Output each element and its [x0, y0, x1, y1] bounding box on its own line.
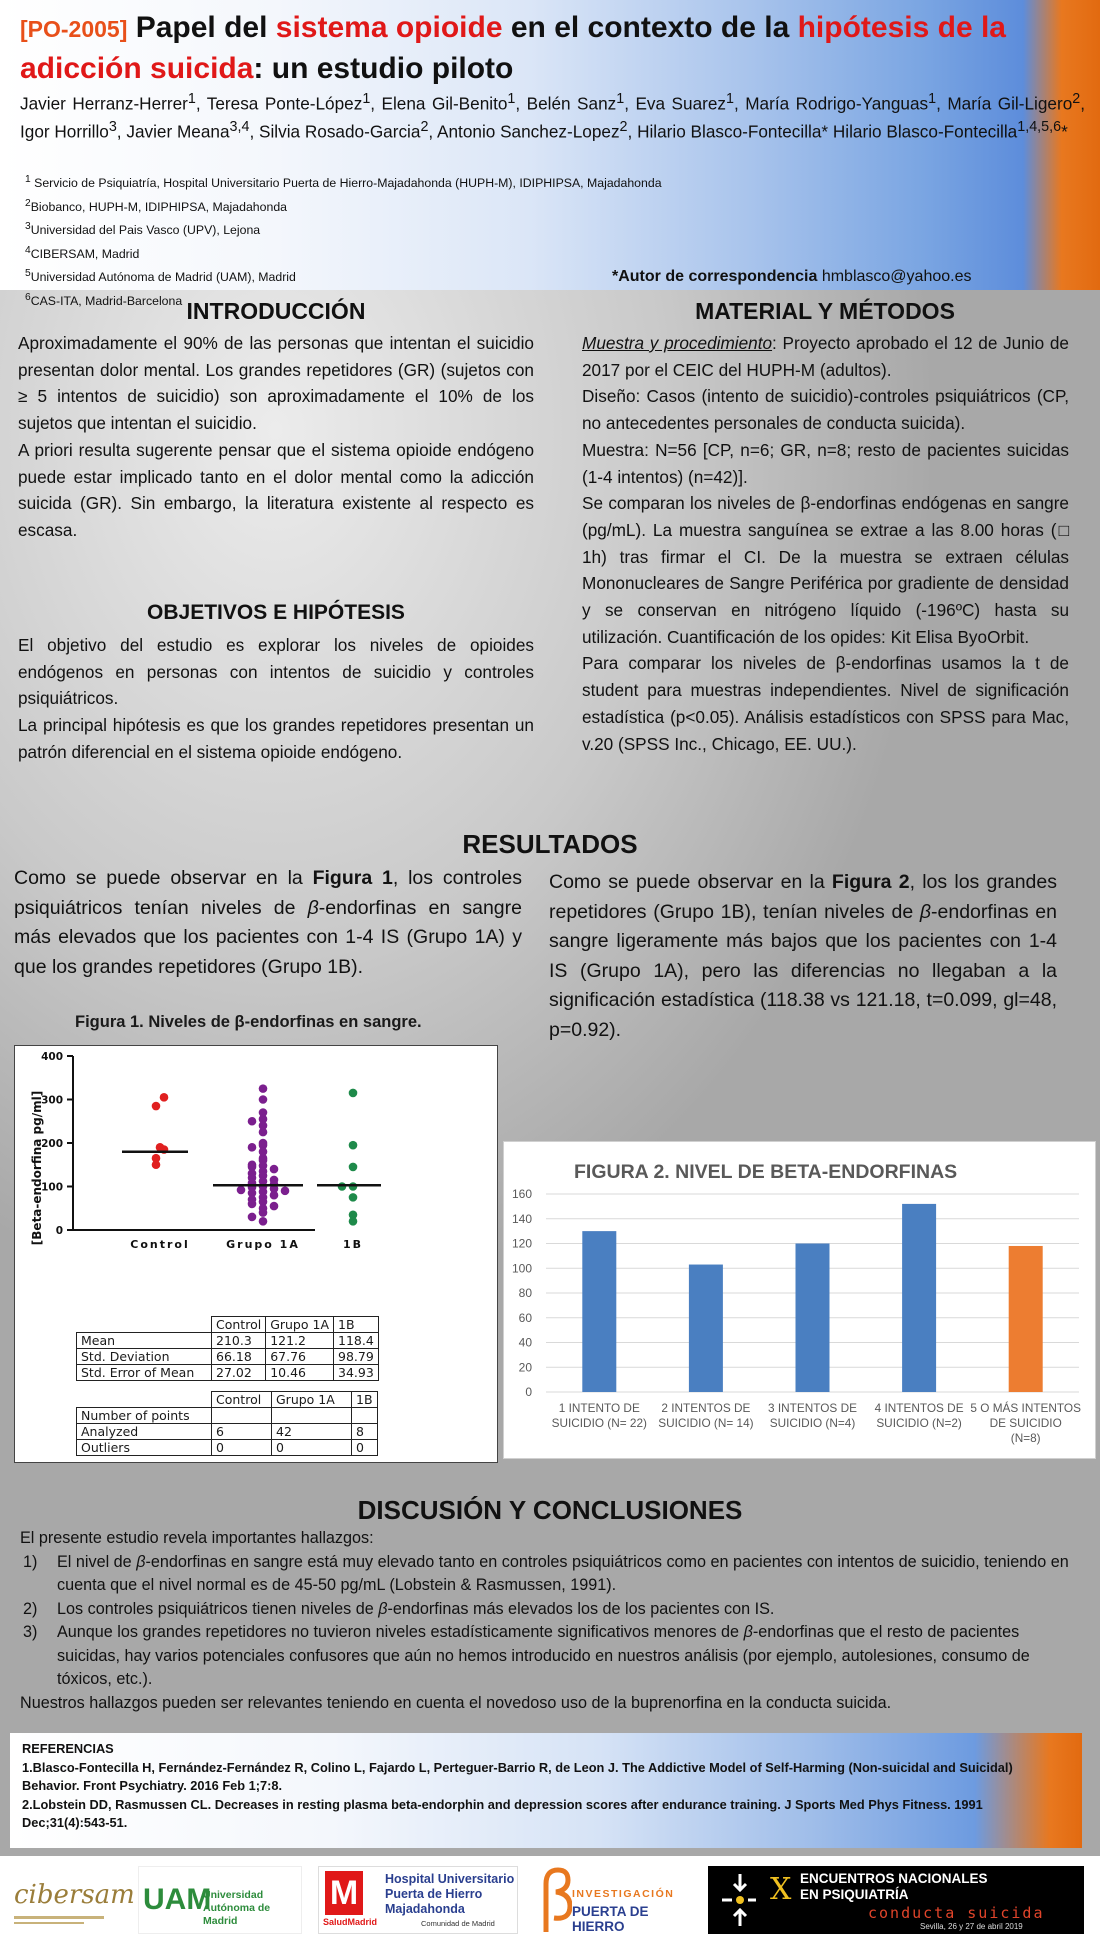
y-tick-label: 300 [41, 1094, 63, 1107]
data-point [237, 1186, 246, 1195]
table-header-row: Control Grupo 1A 1B [77, 1392, 378, 1408]
affiliation: $^6$CAS-ITA, Madrid-Barcelona [25, 291, 183, 309]
figure1-ylabel: [Beta-endorfina pg/ml] [30, 1090, 44, 1246]
metodos-paragraph: Muestra: N=56 [CP, n=6; GR, n=8; resto de pacientes suicidas (1-4 intentos) (n=42)]. [582, 439, 1069, 487]
data-point [270, 1165, 279, 1174]
title-part: en el contexto de la [502, 11, 798, 44]
y-tick-label: 0 [525, 1385, 532, 1399]
y-tick-label: 60 [518, 1310, 532, 1325]
data-point [248, 1117, 257, 1126]
muestra-label: Muestra y procedimiento [582, 333, 773, 353]
figure2-title: FIGURA 2. NIVEL DE BETA-ENDORFINAS [574, 1161, 958, 1183]
y-tick-label: 120 [511, 1236, 532, 1251]
x-tick-label: Grupo 1A [226, 1238, 300, 1251]
data-point [349, 1089, 358, 1098]
table-row: Number of points [77, 1408, 378, 1424]
y-tick-label: 160 [511, 1187, 532, 1201]
x-tick-label: 1 INTENTO DE [558, 1401, 640, 1415]
data-point [259, 1084, 268, 1093]
data-point [259, 1095, 268, 1104]
x-tick-label: SUICIDIO (N= 14) [658, 1416, 754, 1430]
affiliation: $^4$CIBERSAM, Madrid [25, 244, 140, 261]
investigacion-logo: INVESTIGACIÓN PUERTA DE HIERRO [532, 1866, 692, 1934]
author-list: Javier Herranz-Herrer$^1$, Teresa Ponte-López$^1$, Elena Gil-Benito$^1$, Belén Sanz$^1$, Eva Suarez$^1$, María Rodrigo-Yanguas$^1$, María Gil-Ligero$^2$, Igor Horrillo$^3$, Javier Meana$^{3,4}$, Silvia Rosado-Garcia$^2$, Antonio Sanchez-Lopez$^2$, Hilario Blasco-Fontecilla* Hilario Blasco-Fontecilla$^{1,4,5,6}$* [20, 91, 1085, 142]
metodos-heading: MATERIAL Y MÉTODOS [695, 298, 955, 324]
figure1-caption: Figura 1. Niveles de β-endorfinas en sangre. [75, 1013, 422, 1031]
table-row: Std. Error of Mean 27.02 10.46 34.93 [77, 1365, 379, 1381]
logo-footer [0, 1856, 1100, 1956]
table-row: Std. Deviation 66.18 67.76 98.79 [77, 1349, 379, 1365]
encuentros-logo: X ENCUENTROS NACIONALES EN PSIQUIATRÍA conducta suicida Sevilla, 26 y 27 de abril 2019 [708, 1866, 1084, 1934]
bar [1009, 1246, 1043, 1392]
y-tick-label: 40 [518, 1335, 532, 1350]
affiliation: $^3$Universidad del Pais Vasco (UPV), Lejona [25, 221, 261, 238]
data-point [259, 1217, 268, 1226]
points-table [76, 1391, 378, 1456]
x-tick-label: SUICIDIO (N=2) [876, 1416, 962, 1430]
data-point [152, 1160, 161, 1169]
references-heading: REFERENCIAS [22, 1741, 114, 1756]
metodos-paragraph: Se comparan los niveles de β-endorfinas endógenas en sangre (pg/mL). La muestra sanguínea se extrae a las 8.00 horas (□ 1h) tras firmar el CI. De la muestra se extraen células Mononucleares de Sangre Periférica por gradiente de densidad y se conservan en nitrógeno líquido (-196ºC) hasta su utilización. Cuantificación de los opides: Kit Elisa ByoOrbit. [582, 493, 1069, 647]
list-item: 3) Aunque los grandes repetidores no tuvieron niveles estadísticamente significativos menores de β-endorfinas que el resto de pacientes suicidas, hay varios potenciales confusores que aún no hemos introducido en nuestros análisis (por ejemplo, autolesiones, consumo de tóxicos, etc.). [23, 1623, 1030, 1688]
list-item: 2) Los controles psiquiátricos tienen niveles de β-endorfinas más elevados los de los pacientes con IS. [23, 1599, 775, 1618]
x-tick-label: SUICIDIO (N= 22) [551, 1416, 647, 1430]
data-point [281, 1187, 290, 1196]
data-point [248, 1213, 257, 1222]
table-row: Mean 210.3 121.2 118.4 [77, 1333, 379, 1349]
data-point [152, 1102, 161, 1111]
x-tick-label: (N=8) [1010, 1431, 1041, 1445]
data-point [349, 1193, 358, 1202]
x-tick-label: DE SUICIDIO [989, 1416, 1062, 1430]
affiliation: $^2$Biobanco, HUPH-M, IDIPHIPSA, Majadahonda [25, 197, 288, 214]
x-tick-label: 4 INTENTOS DE [874, 1401, 964, 1415]
objetivos-text [18, 632, 534, 766]
y-tick-label: 100 [511, 1261, 532, 1276]
metodos-text: Muestra y procedimiento: Proyecto aprobado el 12 de Junio de 2017 por el CEIC del HUPH-M (adultos). Diseño: Casos (intento de suicidio)-controles psiquiátricos (CP, no antecedentes personales de conducta suicida). Muestra: N=56 [CP, n=6; GR, n=8; resto de pacientes suicidas (1-4 intentos) (n=42)]. Se comparan los niveles de β-endorfinas endógenas en sangre (pg/mL). La muestra sanguínea se extrae a las 8.00 horas (□ 1h) tras firmar el CI. De la muestra se extraen células Mononucleares de Sangre Periférica por gradiente de densidad y se conservan en nitrógeno líquido (-196ºC) hasta su utilización. Cuantificación de los opides: Kit Elisa ByoOrbit. Para comparar los niveles de β-endorfinas usamos la t de student para muestras independientes. Nivel de significación estadística (p<0.05). Análisis estadísticos con SPSS para Mac, v.20 (SPSS Inc., Chicago, EE. UU.). [582, 330, 1069, 757]
intro-heading: INTRODUCCIÓN [186, 298, 366, 324]
y-tick-label: 100 [41, 1181, 63, 1194]
data-point [349, 1141, 358, 1150]
data-point [248, 1143, 257, 1152]
stats-table [76, 1316, 379, 1381]
discusion-intro: El presente estudio revela importantes hallazgos: [20, 1529, 374, 1547]
table-row: Outliers 0 0 0 [77, 1440, 378, 1456]
hospital-logo: M SaludMadrid Hospital Universitario Puerta de Hierro Majadahonda Comunidad de Madrid [318, 1866, 518, 1934]
title-highlight: hipótesis de la adicción suicida [20, 11, 1006, 85]
data-point [259, 1208, 268, 1217]
reference-item: 2.Lobstein DD, Rasmussen CL. Decreases in resting plasma beta-endorphin and depression scores after endurance training. J Sports Med Phys Fitness. 1991 Dec;31(4):543-51. [22, 1796, 983, 1831]
resultados-left-text: Como se puede observar en la Figura 1, los controles psiquiátricos tenían niveles de β-endorfinas en sangre más elevados que los pacientes con 1-4 IS (Grupo 1A) y que los grandes repetidores (Grupo 1B). [14, 867, 522, 978]
x-tick-label: 5 O MÁS INTENTOS [970, 1401, 1081, 1415]
reference-item: 1.Blasco-Fontecilla H, Fernández-Fernández R, Colino L, Fajardo L, Perteguer-Barrio R, de Leon J. The Addictive Model of Self-Harming (Non-suicidal and Suicidal) Behavior. Front Psychiatry. 2016 Feb 1;7:8. [22, 1759, 1013, 1794]
beta-icon [532, 1866, 572, 1936]
y-tick-label: 20 [518, 1360, 532, 1375]
corr-label: *Autor de correspondencia [612, 268, 818, 285]
uam-logo: UAM Universidad Autónoma de Madrid [138, 1866, 302, 1934]
y-tick-label: 400 [41, 1051, 63, 1063]
x-tick-label: 1B [342, 1238, 364, 1251]
corresponding-author [612, 268, 971, 286]
data-point [270, 1191, 279, 1200]
figure2-panel [503, 1141, 1096, 1459]
resultados-right-text: Como se puede observar en la Figura 2, los los grandes repetidores (Grupo 1B), tenían niveles de β-endorfinas en sangre ligeramente más bajos que los pacientes con 1-4 IS (Grupo 1A), pero las diferencias no llegaban a la significación estadística (118.38 vs 121.18, t=0.099, gl=48, p=0.92). [549, 871, 1057, 1041]
table-header-row: Control Grupo 1A 1B [77, 1317, 379, 1333]
data-point [338, 1182, 347, 1191]
y-tick-label: 0 [55, 1225, 63, 1237]
x-tick-label: 3 INTENTOS DE [768, 1401, 857, 1415]
figure2-bar-chart [504, 1142, 1097, 1460]
title-part: : un estudio piloto [253, 52, 514, 85]
discusion-text [20, 1527, 1075, 1715]
data-point [349, 1217, 358, 1226]
list-item: 1) El nivel de β-endorfinas en sangre está muy elevado tanto en controles psiquiátricos como en pacientes con intentos de suicidio, teniendo en cuenta que el nivel normal es de 45-50 pg/mL (Lobstein & Rasmussen, 1991). [23, 1552, 1069, 1594]
affiliations [25, 170, 662, 312]
arrows-icon [720, 1870, 760, 1930]
discusion-heading: DISCUSIÓN Y CONCLUSIONES [357, 1495, 743, 1525]
bar [902, 1204, 936, 1392]
intro-paragraph: A priori resulta sugerente pensar que el sistema opioide endógeno puede estar implicado tanto en el dolor mental como la adicción suicida (GR). Sin embargo, la literatura existente al respecto es escasa. [18, 439, 534, 540]
figure1-panel [14, 1045, 498, 1463]
x-tick-label: Control [130, 1238, 190, 1251]
data-point [270, 1202, 279, 1211]
resultados-heading: RESULTADOS [462, 829, 638, 859]
poster-code: [PO-2005] [20, 16, 128, 42]
data-point [349, 1182, 358, 1191]
metodos-paragraph: Para comparar los niveles de β-endorfinas usamos la t de student para muestras independientes. Nivel de significación estadística (p<0.05). Análisis estadísticos con SPSS para Mac, v.20 (SPSS Inc., Chicago, EE. UU.). [582, 653, 1069, 754]
intro-text [18, 330, 534, 544]
bar [689, 1265, 723, 1392]
bar [796, 1244, 830, 1393]
bar [582, 1231, 616, 1392]
y-tick-label: 200 [41, 1138, 63, 1150]
title-part: Papel del [135, 11, 276, 44]
corr-email-link[interactable]: hmblasco@yahoo.es [821, 268, 972, 285]
affiliation: $^5$Universidad Autónoma de Madrid (UAM), Madrid [25, 268, 296, 285]
references-box [10, 1733, 1082, 1848]
title-highlight: sistema opioide [275, 11, 503, 44]
data-point [248, 1200, 257, 1209]
x-tick-label: SUICIDIO (N=4) [769, 1416, 856, 1430]
conclusions-list [20, 1551, 1075, 1692]
metodos-paragraph: Diseño: Casos (intento de suicidio)-controles psiquiátricos (CP, no antecedentes personales de conducta suicida). [582, 386, 1069, 434]
objetivos-paragraph: La principal hipótesis es que los grandes repetidores presentan un patrón diferencial en el sistema opioide endógeno. [18, 715, 534, 762]
affiliation: $^1$ Servicio de Psiquiatría, Hospital Universitario Puerta de Hierro-Majadahonda (HUPH-M), IDIPHIPSA, Majadahonda [25, 174, 662, 191]
x-tick-label: 2 INTENTOS DE [661, 1401, 751, 1415]
data-point [160, 1093, 169, 1102]
objetivos-heading: OBJETIVOS E HIPÓTESIS [147, 601, 405, 624]
y-tick-label: 140 [511, 1211, 532, 1226]
data-point [259, 1128, 268, 1137]
intro-paragraph: Aproximadamente el 90% de las personas que intentan el suicidio presentan dolor mental. Los grandes repetidores (GR) (sujetos con ≥ 5 intentos de suicidio) son aproximadamente el 10% de los sujetos que intentan el suicidio. [18, 333, 534, 434]
poster-title [20, 8, 1085, 89]
poster-header [0, 0, 1100, 309]
table-row: Analyzed 6 42 8 [77, 1424, 378, 1440]
y-tick-label: 80 [518, 1286, 532, 1300]
discusion-closing: Nuestros hallazgos pueden ser relevantes teniendo en cuenta el novedoso uso de la buprenorfina en la conducta suicida. [20, 1693, 892, 1712]
cibersam-logo: cibersam [14, 1866, 122, 1934]
objetivos-paragraph: El objetivo del estudio es explorar los niveles de opioides endógenos en personas con intentos de suicidio y controles psiquiátricos. [18, 635, 534, 709]
data-point [349, 1163, 358, 1172]
